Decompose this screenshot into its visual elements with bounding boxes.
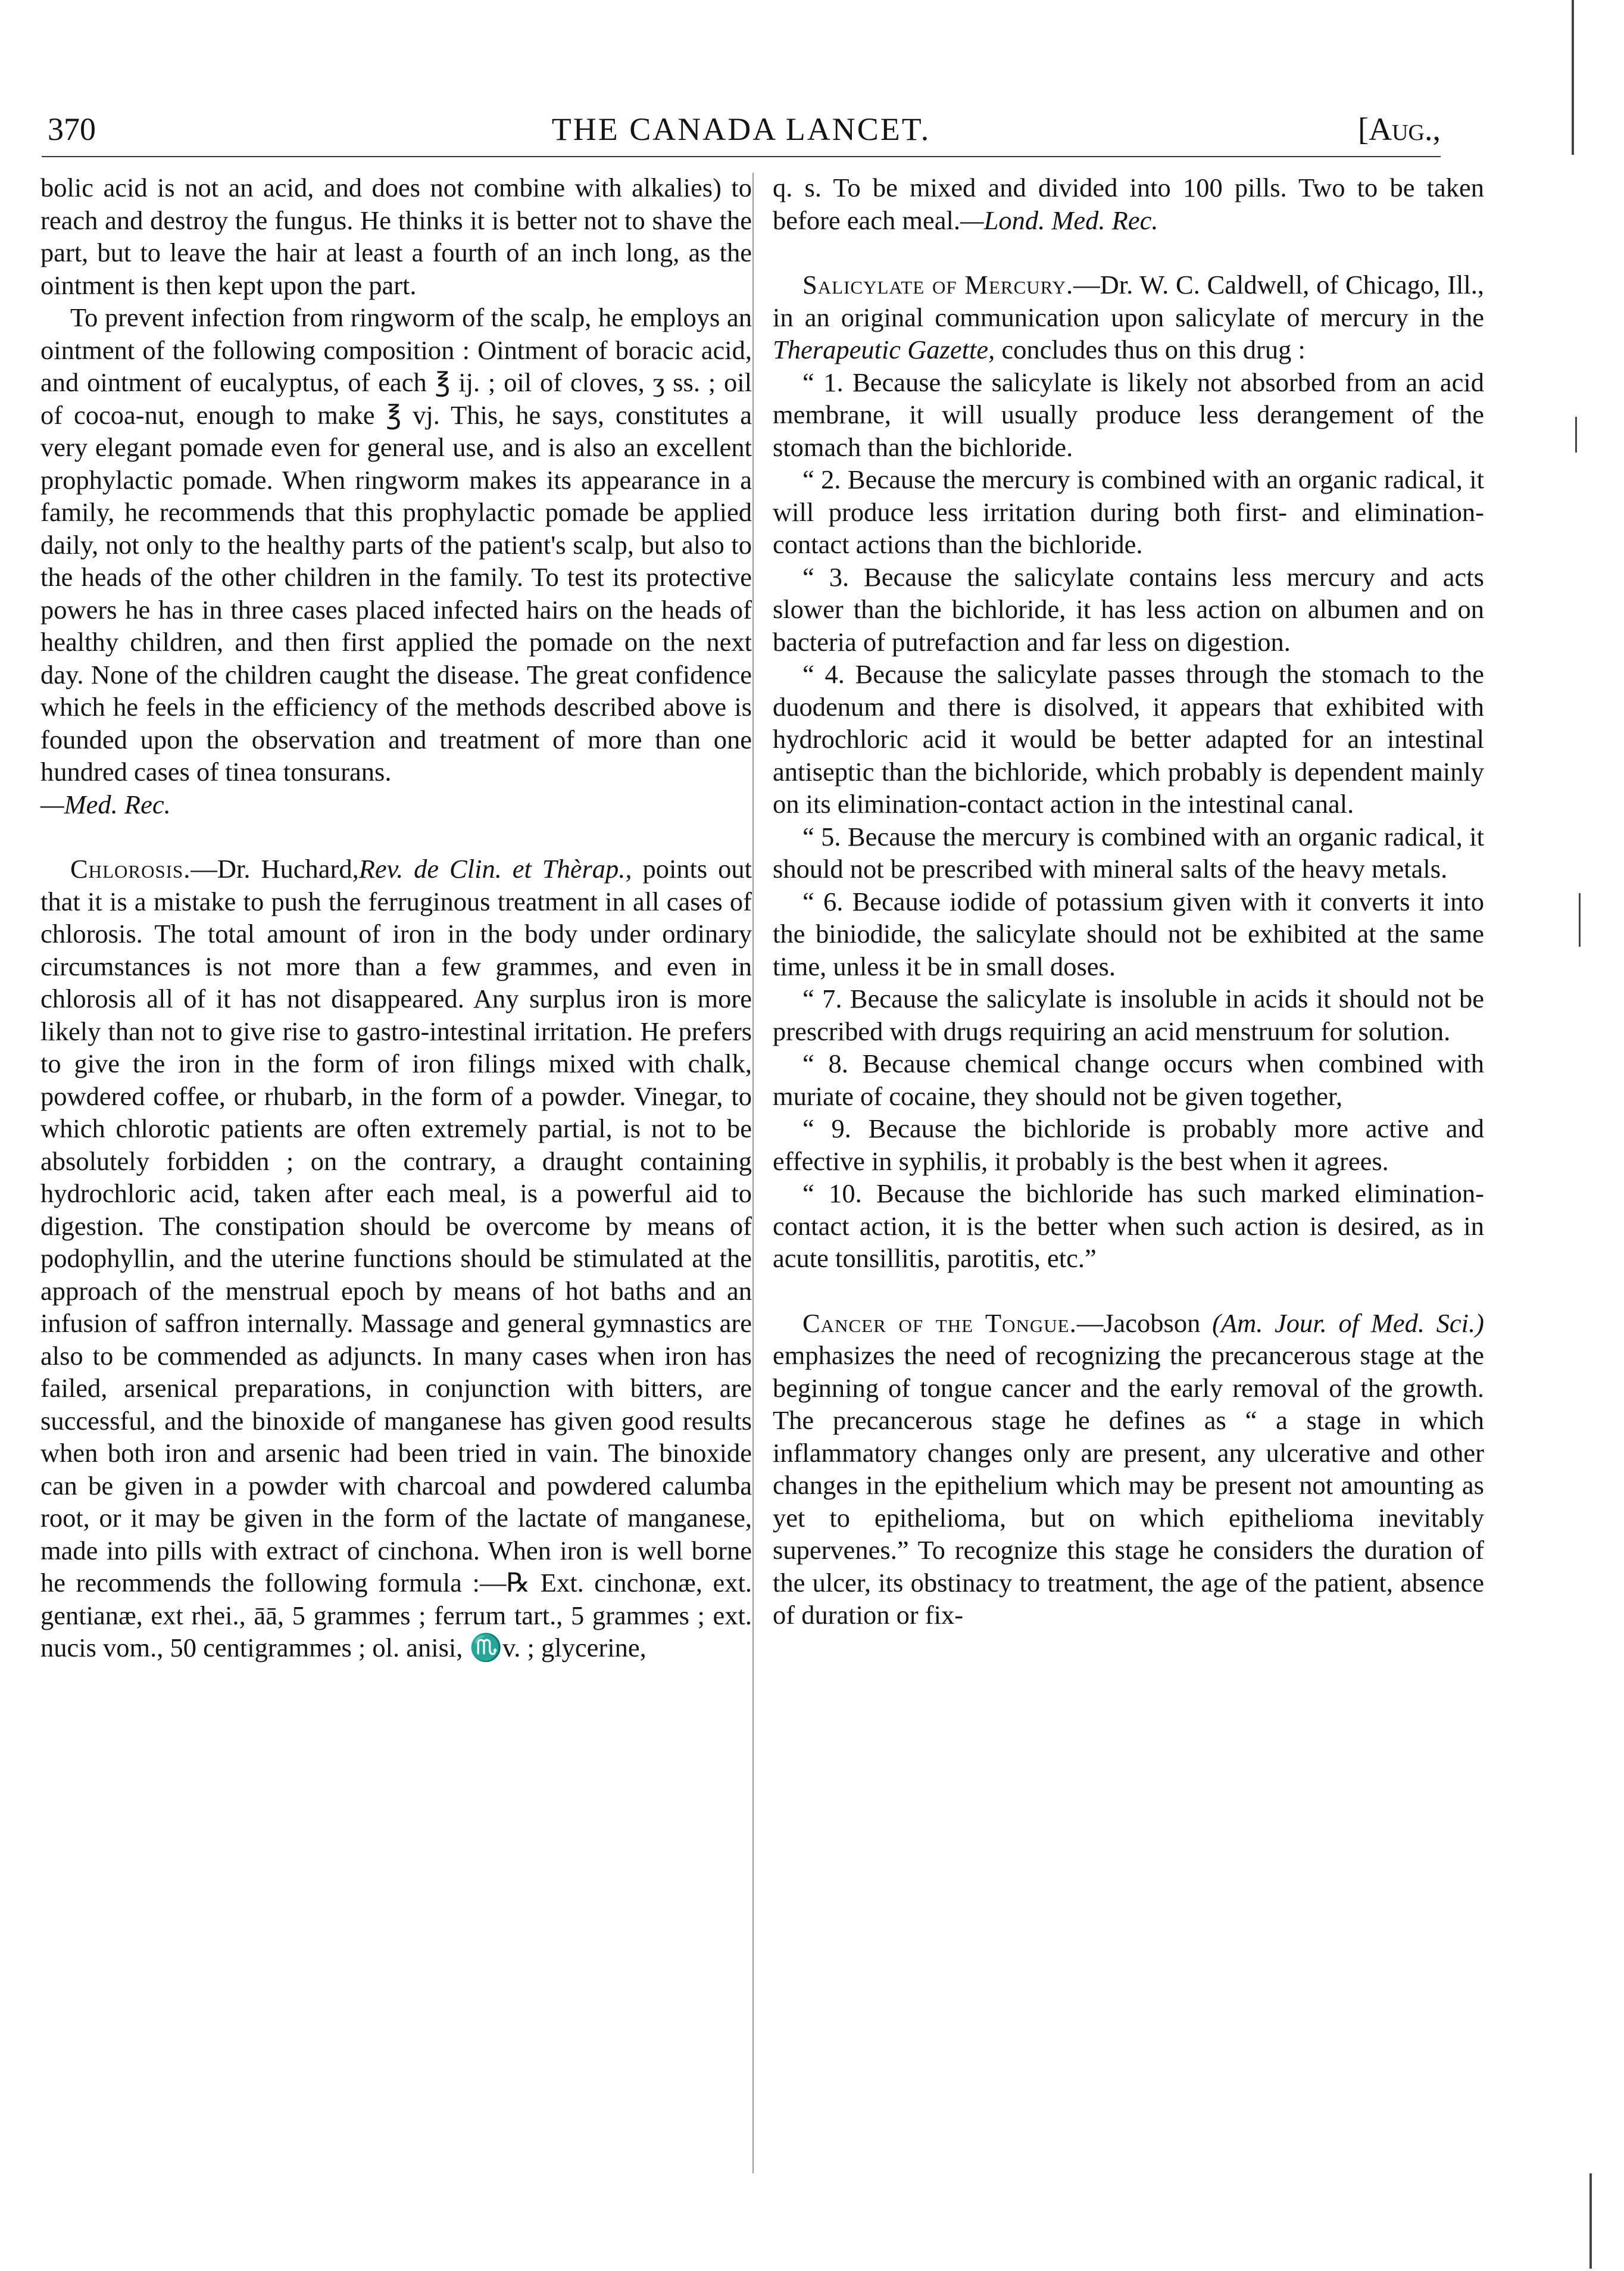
- journal-citation: (Am. Jour. of Med. Sci.): [1212, 1308, 1484, 1338]
- chlorosis-article: [40, 853, 752, 1664]
- numbered-point: “ 6. Because iodide of potassium given with it converts it into the biniodide, the salicylate should not be exhibited at the same time, unless it be in small doses.: [773, 886, 1484, 981]
- numbered-point: “ 9. Because the bichloride is probably more active and effective in syphilis, it probably is the best when it agrees.: [773, 1113, 1484, 1176]
- article-intro: —Dr. W. C. Caldwell, of Chicago, Ill., in an original communication upon salicylate of mercury in the: [773, 270, 1484, 332]
- scan-edge-mark: [1589, 2173, 1592, 2269]
- scan-edge-mark: [1575, 417, 1577, 453]
- article-heading: Cancer of the Tongue.: [802, 1308, 1077, 1338]
- ringworm-source: [40, 788, 752, 821]
- article-author: —Jacobson: [1076, 1308, 1213, 1338]
- article-body: emphasizes the need of recognizing the precancerous stage at the beginning of tongue cancer and the early removal of the growth. The precancerous stage he defines as “ a stage in which inflammatory changes only are present, any ulcerative and other changes in the epithelium which may be present not amounting as yet to epithelioma, but on which epithelioma inevitably supervenes.” To recognize this stage he considers the duration of the ulcer, its obstinacy to treatment, the age of the patient, absence of duration or fix-: [773, 1340, 1484, 1630]
- page-number: 370: [48, 111, 96, 147]
- numbered-point: “ 10. Because the bichloride has such marked elimination-contact action, it is the better when such action is desired, as in acute tonsillitis, parotitis, etc.”: [773, 1178, 1484, 1273]
- article-body: points out that it is a mistake to push the ferruginous treatment in all cases of chlorosis. The total amount of iron in the body under ordinary circumstances is not more than a few grammes, and even in chlorosis all of it has not disappeared. Any surplus iron is more likely than not to give rise to gastro-intestinal irritation. He prefers to give the iron in the form of iron filings mixed with chalk, powdered coffee, or rhubarb, in the form of a powder. Vinegar, to which chlorotic patients are often extremely partial, is not to be absolutely forbidden ; on the contrary, a draught containing hydrochloric acid, taken after each meal, is a powerful aid to digestion. The constipation should be overcome by means of podophyllin, and the uterine functions should be stimulated at the approach of the menstrual epoch by means of hot baths and an infusion of saffron internally. Massage and general gymnastics are also to be commended as adjuncts. In many cases when iron has failed, arsenical preparations, in conjunction with bitters, are successful, and the binoxide of manganese has given good results when both iron and arsenic had been tried in vain. The binoxide can be given in a powder with charcoal and powdered calumba root, or it may be given in the form of the lactate of manganese, made into pills with extract of cinchona. When iron is well borne he recommends the following formula :—℞ Ext. cinchonæ, ext. gentianæ, ext rhei., āā, 5 grammes ; ferrum tart., 5 grammes ; ext. nucis vom., 50 centigrammes ; ol. anisi, ♏v. ; glycerine,: [40, 854, 752, 1662]
- journal-citation: Rev. de Clin. et Thèrap.,: [358, 854, 632, 884]
- formula-continuation: [773, 171, 1484, 236]
- formula-text: q. s. To be mixed and divided into 100 pills. Two to be taken before each meal.: [773, 173, 1484, 235]
- ringworm-paragraph: To prevent infection from ringworm of the scalp, he employs an ointment of the following composition : Ointment of boracic acid, and ointment of eucalyptus, of each ℥ ij. ; oil of cloves, ʒ ss. ; oil of cocoa-nut, enough to make ℥ vj. This, he says, constitutes a very elegant pomade even for general use, and is also an excellent prophylactic pomade. When ringworm makes its appearance in a family, he recommends that this prophylactic pomade be applied daily, not only to the healthy parts of the patient's scalp, but also to the heads of the other children in the family. To test its protective powers he has in three cases placed infected hairs on the heads of healthy children, and then first applied the pomade on the next day. None of the children caught the disease. The great confidence which he feels in the efficiency of the methods described above is founded upon the observation and treatment of more than one hundred cases of tinea tonsurans.: [40, 302, 752, 787]
- scan-edge-mark: [1572, 0, 1574, 155]
- article-heading: Salicylate of Mercury.: [802, 270, 1074, 300]
- article-intro-end: concludes thus on this drug :: [995, 335, 1306, 364]
- numbered-point: “ 5. Because the mercury is combined with an organic radical, it should not be prescribed with mineral salts of the heavy metals.: [773, 821, 1484, 884]
- numbered-point: “ 1. Because the salicylate is likely not absorbed from an acid membrane, it will usually produce less derangement of the stomach than the bichloride.: [773, 367, 1484, 462]
- mercury-article: [773, 269, 1484, 366]
- article-author: —Dr. Huchard,: [190, 854, 359, 884]
- right-column: [773, 171, 1484, 1631]
- numbered-point: “ 4. Because the salicylate passes through the stomach to the duodenum and there is disolved, it appears that exhibited with hydrochloric acid it would be better adapted for an intestinal antiseptic than the bichloride, which probably is dependent mainly on its elimination-contact action in the intestinal canal.: [773, 659, 1484, 819]
- numbered-point: “ 8. Because chemical change occurs when combined with muriate of cocaine, they should not be given together,: [773, 1049, 1484, 1111]
- running-header: [42, 107, 1441, 155]
- running-title: THE CANADA LANCET.: [551, 111, 931, 147]
- article-heading: Chlorosis.: [70, 854, 191, 884]
- header-rule: [42, 156, 1441, 157]
- source-citation: —Med. Rec.: [40, 789, 171, 819]
- numbered-point: “ 3. Because the salicylate contains less mercury and acts slower than the bichloride, it has less action on albumen and on bacteria of putrefaction and far less on digestion.: [773, 561, 1484, 657]
- continued-paragraph: bolic acid is not an acid, and does not combine with alkalies) to reach and destroy the fungus. He thinks it is better not to shave the part, but to leave the hair at least a fourth of an inch long, as the ointment is then kept upon the part.: [40, 173, 752, 300]
- column-divider: [752, 173, 754, 2173]
- journal-citation: Therapeutic Gazette,: [773, 335, 995, 364]
- numbered-point: “ 2. Because the mercury is combined with an organic radical, it will produce less irritation during both first- and elimination-contact actions than the bichloride.: [773, 464, 1484, 559]
- header-date: [Aug.,: [1358, 111, 1441, 147]
- left-column: [40, 171, 752, 1664]
- scan-edge-mark: [1579, 893, 1581, 947]
- source-citation: —Lond. Med. Rec.: [960, 205, 1158, 235]
- numbered-point: “ 7. Because the salicylate is insoluble in acids it should not be prescribed with drugs requiring an acid menstruum for solution.: [773, 984, 1484, 1046]
- cancer-article: [773, 1307, 1484, 1631]
